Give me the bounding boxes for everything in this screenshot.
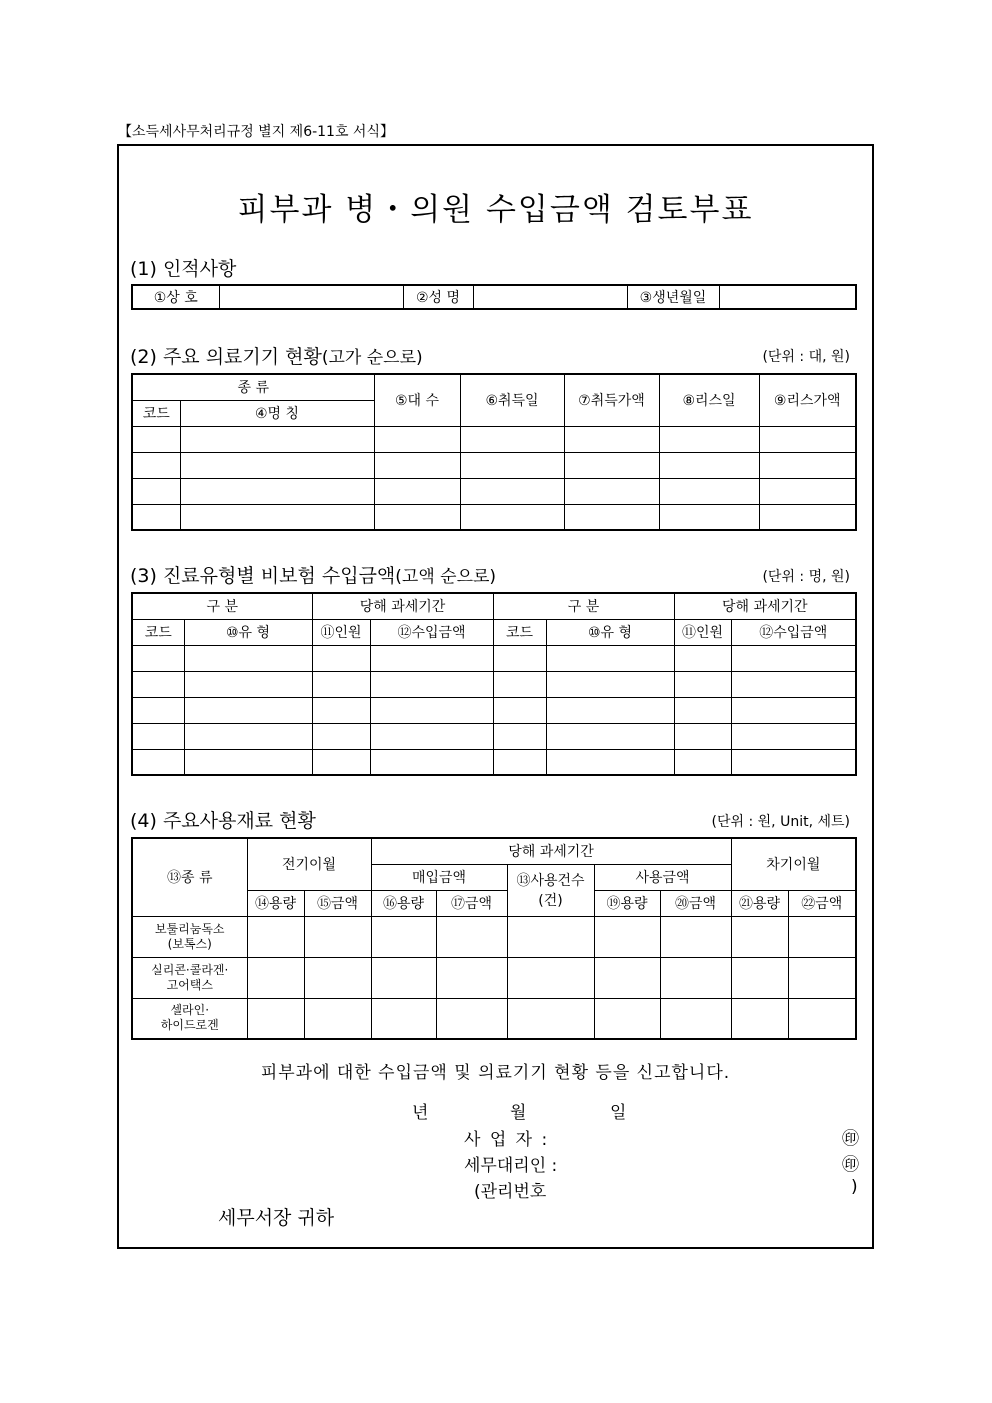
table-cell[interactable] — [594, 998, 660, 1039]
table-cell[interactable] — [370, 671, 493, 697]
table-cell[interactable] — [731, 671, 856, 697]
equipment-type-header: 종 류 — [132, 374, 374, 400]
medical-equipment-table — [131, 373, 857, 531]
table-cell[interactable] — [659, 452, 759, 478]
table-cell[interactable] — [460, 504, 564, 530]
trade-name-label: ①상 호 — [132, 285, 219, 309]
current-period-header-right: 당해 과세기간 — [674, 593, 856, 619]
seal-mark: ㊞ — [842, 1129, 859, 1149]
table-cell[interactable] — [564, 478, 659, 504]
table-cell[interactable] — [493, 749, 546, 775]
use-count-header — [507, 864, 594, 916]
purchase-amount-header: 매입금액 — [371, 864, 507, 890]
prev-amount-header: ⑮금액 — [304, 890, 371, 916]
table-cell[interactable] — [564, 452, 659, 478]
table-cell[interactable] — [247, 957, 304, 998]
table-cell[interactable] — [132, 426, 180, 452]
declaration-text: 피부과에 대한 수입금액 및 의료기기 현황 등을 신고합니다. — [260, 1063, 731, 1083]
material-label-line2: 하이드로겐 — [160, 1018, 219, 1033]
acquisition-price-header: ⑦취득가액 — [564, 374, 659, 426]
section3-unit: (단위 : 명, 원) — [762, 569, 850, 585]
current-period-header: 당해 과세기간 — [371, 838, 731, 864]
table-cell[interactable] — [132, 749, 184, 775]
table-cell[interactable] — [493, 671, 546, 697]
purchase-amount-sub-header: ⑰금액 — [436, 890, 507, 916]
persons-header: ⑪인원 — [312, 619, 370, 645]
table-cell[interactable] — [546, 671, 674, 697]
table-cell[interactable] — [374, 478, 460, 504]
section4-unit: (단위 : 원, Unit, 세트) — [711, 814, 850, 830]
purchase-volume-header: ⑯용량 — [371, 890, 436, 916]
table-cell[interactable] — [132, 504, 180, 530]
category-header-left: 구 분 — [132, 593, 312, 619]
use-amount-sub-header: ⑳금액 — [660, 890, 731, 916]
table-cell[interactable] — [132, 723, 184, 749]
table-cell[interactable] — [659, 478, 759, 504]
table-cell[interactable] — [184, 645, 312, 671]
table-cell[interactable] — [132, 478, 180, 504]
table-cell[interactable] — [132, 645, 184, 671]
table-cell[interactable] — [674, 723, 731, 749]
material-label-line1: 셀라인· — [170, 1003, 210, 1018]
section2-heading-sub: (고가 순으로) — [321, 348, 423, 368]
table-cell[interactable] — [132, 671, 184, 697]
non-insured-income-table — [131, 592, 857, 776]
birthdate-field[interactable] — [719, 285, 856, 309]
table-cell[interactable] — [304, 998, 371, 1039]
table-cell[interactable] — [659, 504, 759, 530]
tax-agent-label: 세무대리인 : — [464, 1156, 558, 1176]
use-count-label: ⑬사용건수 — [516, 873, 585, 889]
equipment-name-header: ④명 칭 — [180, 400, 374, 426]
table-cell[interactable] — [788, 957, 856, 998]
type-header: ⑩유 형 — [184, 619, 312, 645]
management-number-label: (관리번호 — [474, 1182, 547, 1202]
table-cell[interactable] — [436, 957, 507, 998]
use-count-unit: (건) — [538, 893, 563, 909]
table-cell[interactable] — [370, 723, 493, 749]
addressee: 세무서장 귀하 — [218, 1207, 335, 1229]
material-kind-header: ⑬종 류 — [132, 838, 247, 916]
table-cell[interactable] — [731, 916, 788, 957]
table-cell[interactable] — [312, 723, 370, 749]
table-cell[interactable] — [371, 957, 436, 998]
date-day: 일 — [610, 1103, 627, 1123]
table-cell[interactable] — [493, 645, 546, 671]
table-cell[interactable] — [659, 426, 759, 452]
table-cell[interactable] — [546, 723, 674, 749]
code-header: 코드 — [493, 619, 546, 645]
section3-heading-main: (3) 진료유형별 비보험 수입금액 — [130, 565, 396, 587]
code-header: 코드 — [132, 619, 184, 645]
table-cell[interactable] — [374, 452, 460, 478]
table-cell[interactable] — [731, 957, 788, 998]
section1-heading: (1) 인적사항 — [130, 258, 237, 280]
table-cell[interactable] — [759, 504, 856, 530]
date-month: 월 — [510, 1103, 527, 1123]
table-cell[interactable] — [184, 723, 312, 749]
prev-month-header: 전기이월 — [247, 838, 371, 890]
table-cell[interactable] — [374, 504, 460, 530]
table-cell[interactable] — [460, 426, 564, 452]
business-owner-label: 사 업 자 : — [464, 1130, 550, 1150]
lease-date-header: ⑧리스일 — [659, 374, 759, 426]
table-cell[interactable] — [731, 697, 856, 723]
table-cell[interactable] — [371, 916, 436, 957]
personal-info-table — [131, 284, 857, 310]
table-cell[interactable] — [731, 645, 856, 671]
table-cell[interactable] — [374, 426, 460, 452]
table-cell[interactable] — [312, 697, 370, 723]
section3-heading — [130, 561, 496, 588]
table-cell[interactable] — [184, 697, 312, 723]
table-cell[interactable] — [759, 426, 856, 452]
table-cell[interactable] — [674, 749, 731, 775]
table-cell[interactable] — [594, 916, 660, 957]
code-header: 코드 — [132, 400, 180, 426]
name-label: ②성 명 — [403, 285, 473, 309]
seal-mark: ㊞ — [842, 1155, 859, 1175]
table-cell[interactable] — [304, 916, 371, 957]
table-cell[interactable] — [788, 998, 856, 1039]
table-cell[interactable] — [312, 671, 370, 697]
table-cell[interactable] — [546, 697, 674, 723]
type-header: ⑩유 형 — [546, 619, 674, 645]
table-cell[interactable] — [564, 426, 659, 452]
table-cell[interactable] — [594, 957, 660, 998]
table-cell[interactable] — [312, 645, 370, 671]
table-cell[interactable] — [507, 998, 594, 1039]
management-number-close: ) — [851, 1177, 858, 1197]
table-cell[interactable] — [247, 998, 304, 1039]
form-header: 【소득세사무처리규정 별지 제6-11호 서식】 — [118, 124, 394, 140]
table-cell[interactable] — [132, 697, 184, 723]
material-label-line1: 보툴리눔독소 — [154, 921, 225, 936]
section2-heading — [130, 342, 423, 369]
table-cell[interactable] — [660, 998, 731, 1039]
section2-unit: (단위 : 대, 원) — [762, 349, 850, 365]
table-cell[interactable] — [731, 998, 788, 1039]
table-cell[interactable] — [493, 697, 546, 723]
birthdate-label: ③생년월일 — [627, 285, 719, 309]
prev-volume-header: ⑭용량 — [247, 890, 304, 916]
table-cell[interactable] — [660, 916, 731, 957]
table-cell[interactable] — [660, 957, 731, 998]
date-year: 년 — [412, 1103, 429, 1123]
table-cell[interactable] — [371, 998, 436, 1039]
table-cell[interactable] — [132, 452, 180, 478]
material-row-label — [132, 916, 247, 957]
table-cell[interactable] — [247, 916, 304, 957]
material-row-label — [132, 998, 247, 1039]
material-label-line1: 실리콘·콜라겐· — [151, 962, 229, 977]
table-cell[interactable] — [546, 645, 674, 671]
table-cell[interactable] — [180, 478, 374, 504]
table-cell[interactable] — [180, 504, 374, 530]
table-cell[interactable] — [460, 478, 564, 504]
name-field[interactable] — [473, 285, 627, 309]
table-cell[interactable] — [564, 504, 659, 530]
table-cell[interactable] — [788, 916, 856, 957]
quantity-header: ⑤대 수 — [374, 374, 460, 426]
table-cell[interactable] — [180, 452, 374, 478]
use-amount-header: 사용금액 — [594, 864, 731, 890]
income-header: ⑫수입금액 — [731, 619, 856, 645]
table-cell[interactable] — [759, 452, 856, 478]
table-cell[interactable] — [460, 452, 564, 478]
table-cell[interactable] — [493, 723, 546, 749]
table-cell[interactable] — [436, 916, 507, 957]
table-cell[interactable] — [674, 645, 731, 671]
table-cell[interactable] — [436, 998, 507, 1039]
page-title: 피부과 병・의원 수입금액 검토부표 — [237, 192, 754, 228]
table-cell[interactable] — [674, 671, 731, 697]
material-label-line2: 고어택스 — [166, 977, 213, 992]
table-cell[interactable] — [304, 957, 371, 998]
section3-heading-sub: (고액 순으로) — [395, 567, 497, 587]
table-cell[interactable] — [184, 749, 312, 775]
materials-table — [131, 837, 857, 1040]
category-header-right: 구 분 — [493, 593, 674, 619]
income-header: ⑫수입금액 — [370, 619, 493, 645]
table-cell[interactable] — [184, 671, 312, 697]
table-cell[interactable] — [370, 749, 493, 775]
table-cell[interactable] — [674, 697, 731, 723]
lease-price-header: ⑨리스가액 — [759, 374, 856, 426]
table-cell[interactable] — [507, 957, 594, 998]
material-label-line2: (보톡스) — [167, 936, 212, 951]
table-cell[interactable] — [546, 749, 674, 775]
table-cell[interactable] — [180, 426, 374, 452]
table-cell[interactable] — [370, 697, 493, 723]
current-period-header-left: 당해 과세기간 — [312, 593, 493, 619]
table-cell[interactable] — [312, 749, 370, 775]
next-volume-header: ㉑용량 — [731, 890, 788, 916]
table-cell[interactable] — [731, 749, 856, 775]
table-cell[interactable] — [370, 645, 493, 671]
acquisition-date-header: ⑥취득일 — [460, 374, 564, 426]
trade-name-field[interactable] — [219, 285, 403, 309]
table-cell[interactable] — [507, 916, 594, 957]
table-cell[interactable] — [759, 478, 856, 504]
section2-heading-main: (2) 주요 의료기기 현황 — [130, 346, 322, 368]
material-row-label — [132, 957, 247, 998]
next-month-header: 차기이월 — [731, 838, 856, 890]
persons-header: ⑪인원 — [674, 619, 731, 645]
use-volume-header: ⑲용량 — [594, 890, 660, 916]
next-amount-header: ㉒금액 — [788, 890, 856, 916]
section4-heading: (4) 주요사용재료 현황 — [130, 810, 316, 832]
table-cell[interactable] — [731, 723, 856, 749]
